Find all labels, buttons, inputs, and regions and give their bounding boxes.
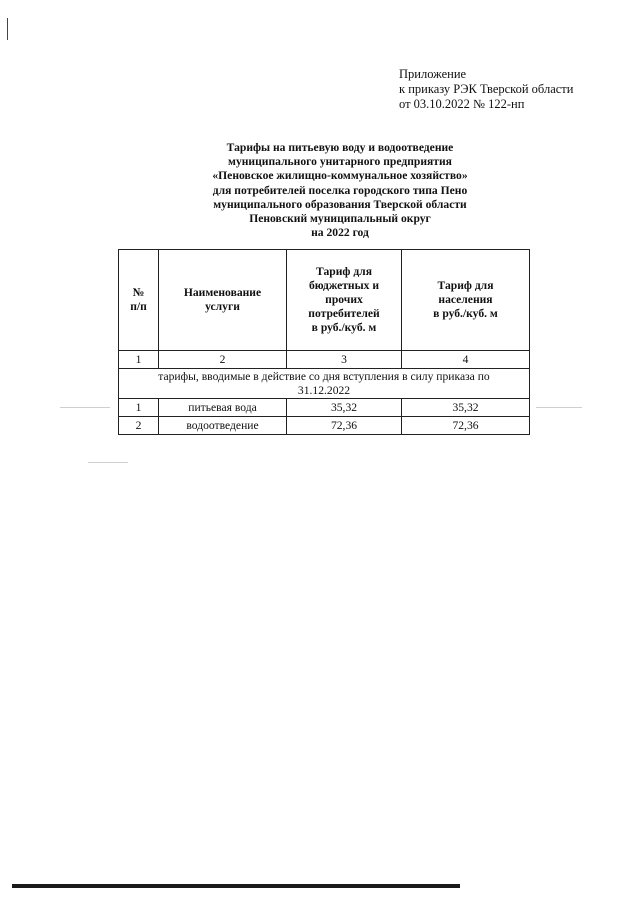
table-row: [119, 399, 530, 417]
scan-margin-mark: [7, 18, 8, 40]
title-line-7: на 2022 год: [311, 226, 369, 240]
row-number: 1: [119, 399, 159, 417]
scan-artifact-line: [536, 407, 582, 408]
header-population-line-2: населения: [438, 293, 493, 306]
appendix-line-3: от 03.10.2022 № 122-нп: [399, 97, 525, 111]
title-line-1: Тарифы на питьевую воду и водоотведение: [226, 141, 454, 154]
row-service: питьевая вода: [159, 399, 287, 417]
column-number-row: [119, 351, 530, 369]
bottom-scan-edge: [12, 884, 460, 888]
row-population-tariff: 35,32: [402, 399, 530, 417]
column-number-2: 2: [159, 351, 287, 369]
column-number-4: 4: [402, 351, 530, 369]
document-title: [170, 141, 510, 240]
column-number-1: 1: [119, 351, 159, 369]
row-budget-tariff: 72,36: [287, 417, 402, 435]
effective-period-note: [119, 369, 530, 399]
table-row: [119, 417, 530, 435]
header-number-line-1: №: [132, 286, 145, 299]
title-line-5: муниципального образования Тверской области: [213, 197, 467, 211]
header-budget-line-5: в руб./куб. м: [311, 321, 377, 334]
header-service-line-1: Наименование: [183, 286, 262, 299]
header-number-line-2: п/п: [130, 300, 147, 313]
row-population-tariff: 72,36: [402, 417, 530, 435]
scan-artifact-line: [60, 407, 110, 408]
header-service-line-2: услуги: [205, 300, 240, 313]
appendix-note: [399, 67, 573, 112]
row-number: 2: [119, 417, 159, 435]
header-budget-tariff: [287, 250, 402, 351]
tariff-table: [118, 249, 530, 435]
title-line-3: «Пеновское жилищно-коммунальное хозяйство»: [212, 169, 468, 183]
scan-artifact-line: [88, 462, 128, 463]
column-number-3: 3: [287, 351, 402, 369]
title-line-2: муниципального унитарного предприятия: [228, 155, 452, 169]
header-service: [159, 250, 287, 351]
appendix-line-2: к приказу РЭК Тверской области: [399, 82, 574, 96]
header-population-line-3: в руб./куб. м: [433, 307, 498, 320]
header-budget-line-1: Тариф для: [316, 265, 372, 278]
appendix-line-1: Приложение: [399, 67, 467, 81]
row-budget-tariff: 35,32: [287, 399, 402, 417]
header-budget-line-4: потребителей: [308, 307, 380, 320]
effective-period-row: [119, 369, 530, 399]
row-service: водоотведение: [159, 417, 287, 435]
header-number: [119, 250, 159, 351]
header-budget-line-3: прочих: [325, 293, 363, 306]
title-line-6: Пеновский муниципальный округ: [249, 212, 431, 226]
title-line-4: для потребителей поселка городского типа Пено: [212, 183, 468, 197]
table-header-row: [119, 250, 530, 351]
header-population-line-1: Тариф для: [437, 279, 494, 292]
effective-period-line-2: 31.12.2022: [297, 383, 351, 397]
header-population-tariff: [402, 250, 530, 351]
header-budget-line-2: бюджетных и: [308, 279, 380, 292]
effective-period-line-1: тарифы, вводимые в действие со дня вступления в силу приказа по: [158, 369, 490, 383]
